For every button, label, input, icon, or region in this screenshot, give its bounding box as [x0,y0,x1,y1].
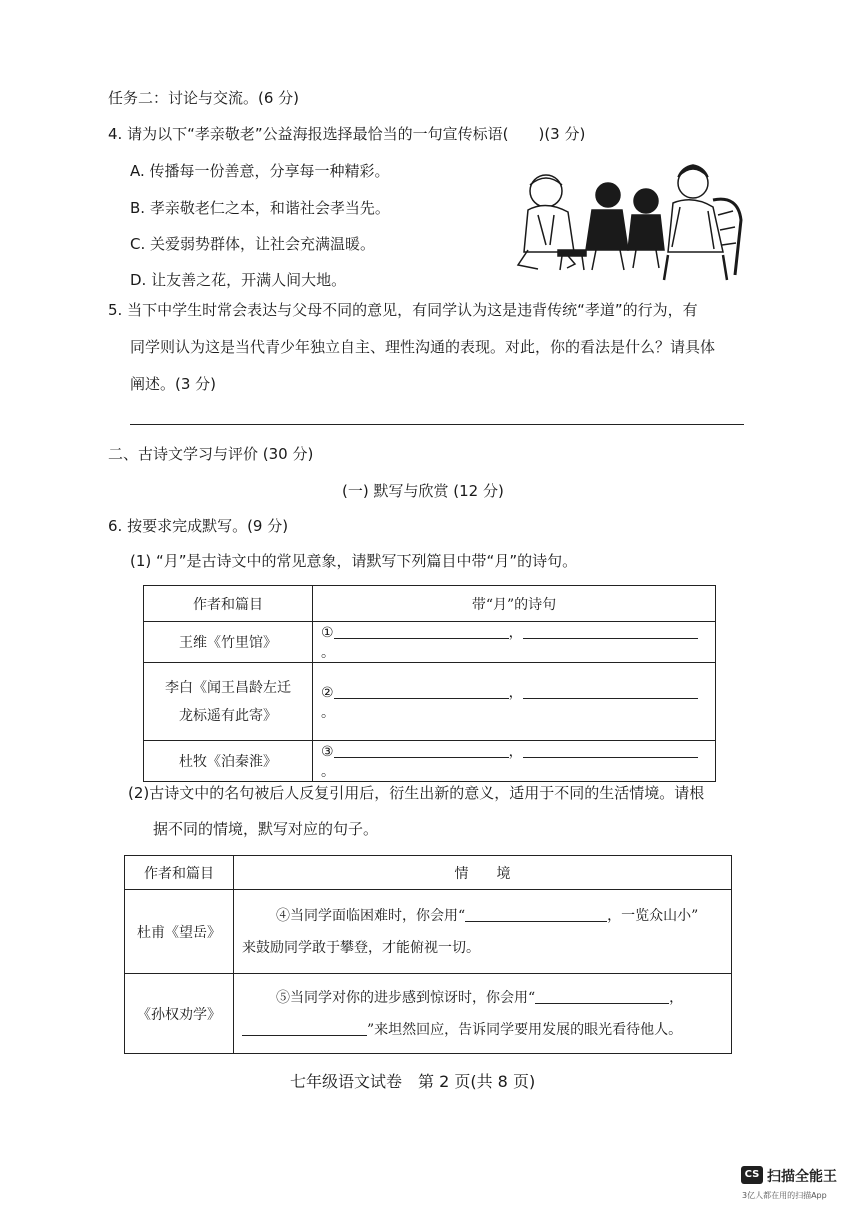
row1-num: ① [321,625,334,641]
table1-row3-verse [313,741,716,782]
blank-5b[interactable] [242,1021,367,1036]
page-footer: 七年级语文试卷 第 2 页(共 8 页) [290,1072,536,1091]
row2-author-line2: 龙标遥有此寄》 [179,707,277,724]
blank-2a[interactable] [334,684,509,699]
table1-row1-author: 王维《竹里馆》 [144,622,313,663]
q4-option-a: A. 传播每一份善意，分享每一种精彩。 [130,162,390,180]
blank-3b[interactable] [523,743,698,758]
watermark-tagline: 3亿人都在用的扫描App [742,1191,827,1200]
comma: ， [508,625,523,641]
quote-context-table [124,855,732,1054]
table1-row2-author [144,663,313,741]
table2-row1-context [234,890,732,974]
moon-poems-table [143,585,716,782]
comma: ， [508,684,523,701]
watermark-name: 扫描全能王 [767,1169,837,1185]
blank-2b[interactable] [523,684,698,699]
row2-author-line1: 李白《闻王昌龄左迁 [165,679,291,696]
task2-heading: 任务二：讨论与交流。(6 分) [108,89,300,107]
comma: ， [508,744,523,760]
q4-option-b: B. 孝亲敬老仁之本，和谐社会孝当先。 [130,199,390,217]
table1-row3-author: 杜牧《泊秦淮》 [144,741,313,782]
poster-illustration [508,155,743,285]
q4-option-d: D. 让友善之花，开满人间大地。 [130,271,347,289]
blank-5a[interactable] [535,989,669,1004]
period: 。 [321,645,335,661]
table1-header-author: 作者和篇目 [144,586,313,622]
section2-heading: 二、古诗文学习与评价 (30 分) [108,445,314,463]
q6-part1-text: (1) “月”是古诗文中的常见意象，请默写下列篇目中带“月”的诗句。 [130,552,578,570]
row2-line1-a: ⑤当同学对你的进步感到惊讶时，你会用“ [276,989,536,1006]
q5-line-1: 5. 当下中学生时常会表达与父母不同的意见，有同学认为这是违背传统“孝道”的行为，有 [108,301,698,319]
table1-row2-verse [313,663,716,741]
table2-header-author: 作者和篇目 [125,856,234,890]
blank-1a[interactable] [334,624,509,639]
blank-3a[interactable] [334,743,509,758]
camscanner-logo: CS [741,1166,763,1184]
row3-num: ③ [321,744,334,760]
period: 。 [321,764,335,780]
row2-line1-b: ， [669,989,684,1006]
table2-row2-context [234,974,732,1054]
section2-subheading: (一) 默写与欣赏 (12 分) [342,482,504,500]
row2-line2-b: ”来坦然回应，告诉同学要用发展的眼光看待他人。 [367,1021,683,1038]
q4-option-c: C. 关爱弱势群体，让社会充满温暖。 [130,235,376,253]
row1-line1-a: ④当同学面临困难时，你会用“ [276,907,466,924]
table1-row1-verse [313,622,716,663]
blank-1b[interactable] [523,624,698,639]
table2-header-context: 情 境 [234,856,732,890]
q6-stem: 6. 按要求完成默写。(9 分) [108,517,289,535]
table1-header-verse: 带“月”的诗句 [313,586,716,622]
row1-line2: 来鼓励同学敢于攀登，才能俯视一切。 [242,939,480,956]
q4-stem: 4. 请为以下“孝亲敬老”公益海报选择最恰当的一句宣传标语( )(3 分) [108,125,586,143]
table2-row2-author: 《孙权劝学》 [125,974,234,1054]
row1-line1-b: ，一览众山小” [607,907,699,924]
period: 。 [321,704,335,721]
q5-line-3: 阐述。(3 分) [130,375,217,393]
q5-line-2: 同学则认为这是当代青少年独立自主、理性沟通的表现。对此，你的看法是什么？请具体 [130,338,716,356]
table2-row1-author: 杜甫《望岳》 [125,890,234,974]
q6-part2-line-2: 据不同的情境，默写对应的句子。 [153,820,379,838]
q6-part2-line-1: (2)古诗文中的名句被后人反复引用后，衍生出新的意义，适用于不同的生活情境。请根 [128,784,705,802]
blank-4[interactable] [465,907,607,922]
row2-num: ② [321,684,334,701]
q5-answer-line[interactable] [130,424,744,425]
